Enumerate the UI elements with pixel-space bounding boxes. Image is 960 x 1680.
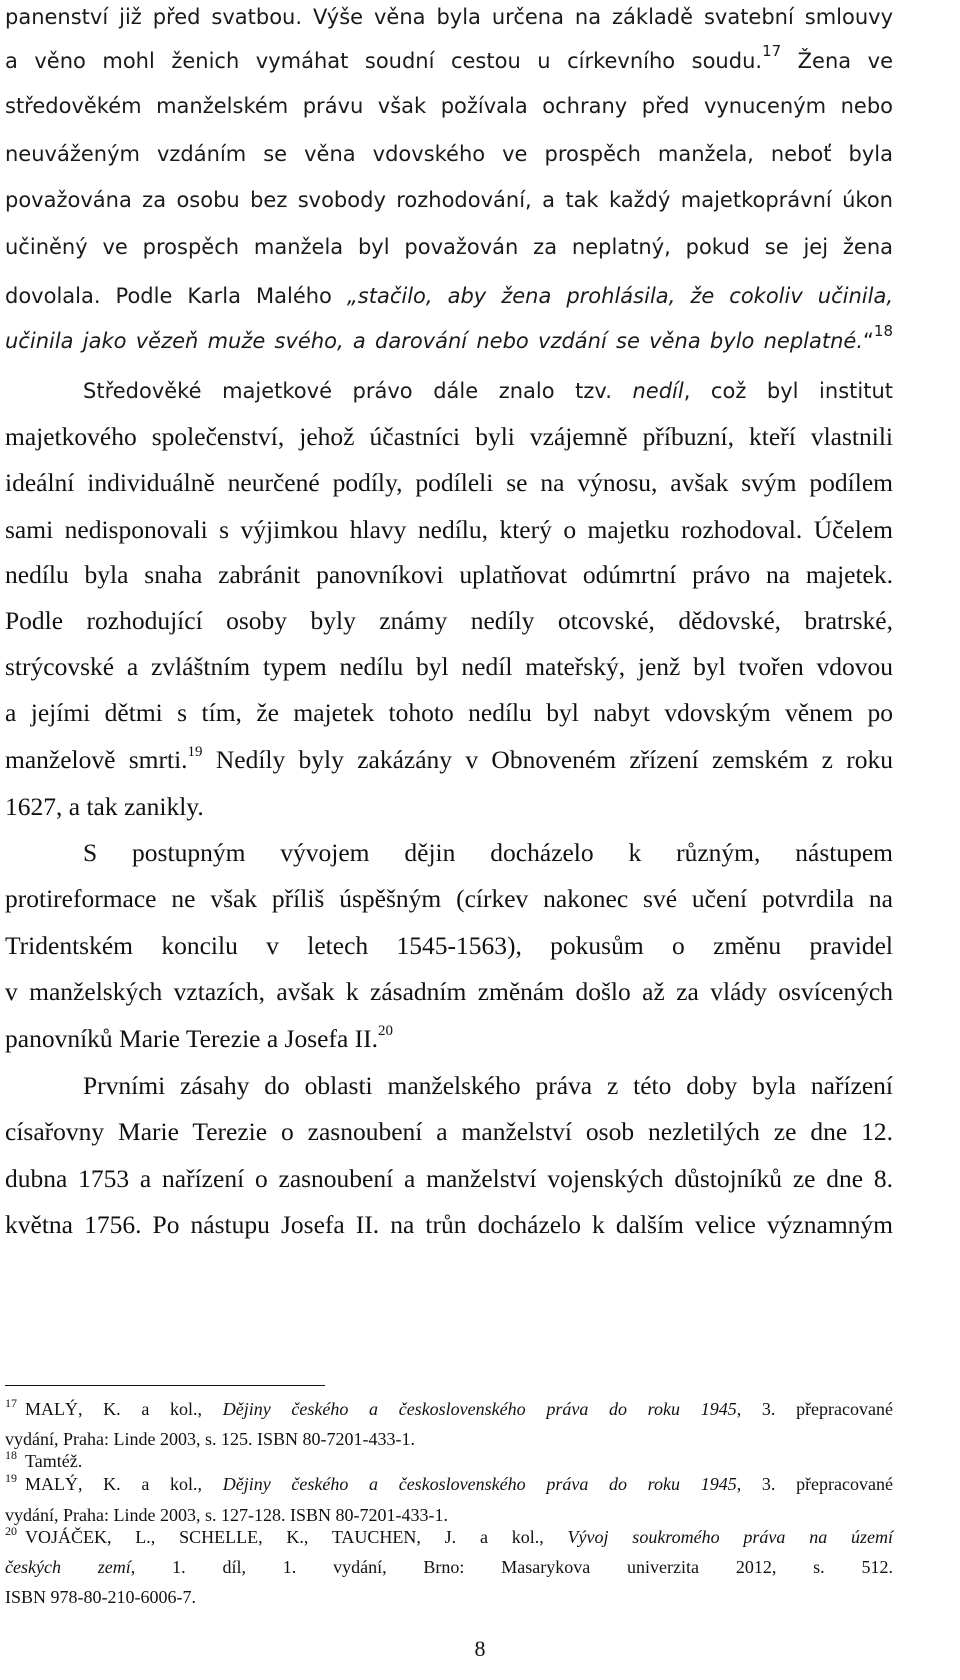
text-run: Tamtéž. (25, 1451, 83, 1471)
text-run: protireformace ne však příliš úspěšným (církev nakonec své učení potvrdila na (5, 884, 893, 913)
text-line (5, 91, 893, 121)
text-run: Podle rozhodující osoby byly známy nedíly otcovské, dědovské, bratrské, (5, 606, 893, 635)
text-run: považována za osobu bez svobody rozhodování, a tak každý majetkoprávní úkon (5, 188, 893, 212)
text-line (5, 185, 893, 215)
text-run: sami nedisponovali s výjimkou hlavy nedílu, který o majetku rozhodoval. Účelem (5, 515, 893, 544)
text-run: VOJÁČEK, L., SCHELLE, K., TAUCHEN, J. a kol., (25, 1527, 568, 1547)
text-run: majetkového společenství, jehož účastníci byli vzájemně příbuzní, kteří vlastnili (5, 422, 893, 451)
text-run: panenství již před svatbou. Výše věna byla určena na základě svatební smlouvy (5, 5, 893, 29)
text-run: císařovny Marie Terezie o zasnoubení a manželství osob nezletilých ze dne 12. (5, 1117, 893, 1146)
footnote-number: 18 (5, 1448, 17, 1462)
footnote-ref: 18 (873, 322, 893, 340)
text-run: Nedíly byly zakázány v Obnoveném zřízení zemském z roku (202, 745, 893, 774)
page-number: 8 (474, 1636, 486, 1661)
text-line (5, 884, 893, 914)
text-run: dubna 1753 a nařízení o zasnoubení a manželství vojenských důstojníků ze dne 8. (5, 1164, 893, 1193)
text-line (5, 515, 893, 545)
text-line (5, 2, 893, 32)
text-run: ISBN 978-80-210-6006-7. (5, 1587, 196, 1607)
text-run: dovolala. Podle Karla Malého (5, 284, 347, 308)
text-line (5, 1117, 893, 1147)
text-run: MALÝ, K. a kol., (25, 1399, 223, 1419)
footnote-ref: 17 (762, 42, 782, 60)
text-line (5, 139, 893, 169)
italic-text: „stačilo, aby žena prohlásila, že cokoliv učinila, (346, 284, 893, 308)
footnote-ref: 19 (187, 744, 203, 760)
italic-text: Dějiny českého a československého práva do roku 1945 (222, 1474, 737, 1494)
text-line (5, 698, 893, 728)
text-run: Prvními zásahy do oblasti manželského práva z této doby byla nařízení (83, 1071, 893, 1100)
footnote-line (5, 1526, 893, 1550)
text-run: učiněný ve prospěch manžela byl považován za neplatný, pokud se jej žena (5, 235, 893, 259)
text-run: středověkém manželském právu však požívala ochrany před vynuceným nebo (5, 94, 893, 118)
footnote-ref: 20 (378, 1023, 393, 1039)
text-run: strýcovské a zvláštním typem nedílu byl nedíl mateřský, jenž byl tvořen vdovou (5, 652, 893, 681)
text-line (5, 560, 893, 590)
text-run: panovníků Marie Terezie a Josefa II. (5, 1024, 378, 1053)
text-run: neuváženým vzdáním se věna vdovského ve prospěch manžela, neboť byla (5, 142, 893, 166)
footnote-number: 20 (5, 1524, 17, 1538)
text-line (5, 792, 893, 822)
text-line (5, 606, 893, 636)
text-line (5, 281, 893, 311)
text-run: května 1756. Po nástupu Josefa II. na trůn docházelo k dalším velice významným (5, 1210, 893, 1239)
text-run: nedílu byla snaha zabránit panovníkovi uplatňovat odúmrtní právo na majetek. (5, 560, 893, 589)
text-line (5, 42, 893, 78)
text-run: , 3. přepracované (736, 1474, 894, 1494)
text-run: manželově smrti. (5, 745, 188, 774)
italic-text: nedíl (632, 379, 684, 403)
footnote-number: 19 (5, 1471, 17, 1485)
text-line (5, 652, 893, 682)
text-run: , což byl institut (683, 379, 893, 403)
text-run: , 3. přepracované (736, 1399, 894, 1419)
italic-text: Dějiny českého a československého práva do roku 1945 (222, 1399, 737, 1419)
footnote-separator (5, 1385, 325, 1386)
text-run: 1627, a tak zanikly. (5, 792, 204, 821)
footnote-line (5, 1428, 893, 1450)
text-line (5, 1164, 893, 1194)
italic-text: učinila jako vězeň muže svého, a darování nebo vzdání se věna bylo neplatné. (5, 329, 864, 353)
text-line (5, 422, 893, 452)
footnote-number: 17 (5, 1396, 17, 1410)
text-line (5, 977, 893, 1007)
text-line (5, 1210, 893, 1240)
italic-text: Vývoj soukromého práva na území (567, 1527, 893, 1547)
text-run: “ (863, 329, 874, 353)
text-run: a věno mohl ženich vymáhat soudní cestou u církevního soudu. (5, 49, 763, 73)
text-line (5, 745, 893, 779)
text-line (83, 1071, 893, 1101)
italic-text: českých zemí (5, 1557, 131, 1577)
text-run: a jejími dětmi s tím, že majetek tohoto nedílu byl nabyt vdovským věnem po (5, 698, 893, 727)
text-line (5, 322, 893, 358)
text-line (83, 838, 893, 868)
footnote-line (5, 1450, 893, 1474)
text-run: Žena ve (781, 49, 893, 73)
text-run: v manželských vztazích, avšak k zásadním změnám došlo až za vlády osvícených (5, 977, 893, 1006)
text-run: S postupným vývojem dějin docházelo k různým, nástupem (83, 838, 893, 867)
text-run: ideální individuálně neurčené podíly, podíleli se na výnosu, avšak svým podílem (5, 468, 893, 497)
text-line (5, 468, 893, 498)
text-run: vydání, Praha: Linde 2003, s. 127-128. ISBN 80-7201-433-1. (5, 1505, 448, 1525)
text-run: vydání, Praha: Linde 2003, s. 125. ISBN 80-7201-433-1. (5, 1429, 415, 1449)
text-line (5, 1024, 893, 1058)
footnote-line (5, 1586, 893, 1608)
text-run: MALÝ, K. a kol., (25, 1474, 223, 1494)
text-run: , 1. díl, 1. vydání, Brno: Masarykova univerzita 2012, s. 512. (130, 1557, 893, 1577)
text-line (83, 376, 893, 406)
footnote-line (5, 1398, 893, 1422)
text-run: Tridentském koncilu v letech 1545-1563), pokusům o změnu pravidel (5, 931, 893, 960)
text-line (5, 931, 893, 961)
footnote-line (5, 1556, 893, 1578)
footnote-line (5, 1473, 893, 1497)
footnote-line (5, 1504, 893, 1526)
text-line (5, 232, 893, 262)
text-run: Středověké majetkové právo dále znalo tzv. (83, 379, 633, 403)
